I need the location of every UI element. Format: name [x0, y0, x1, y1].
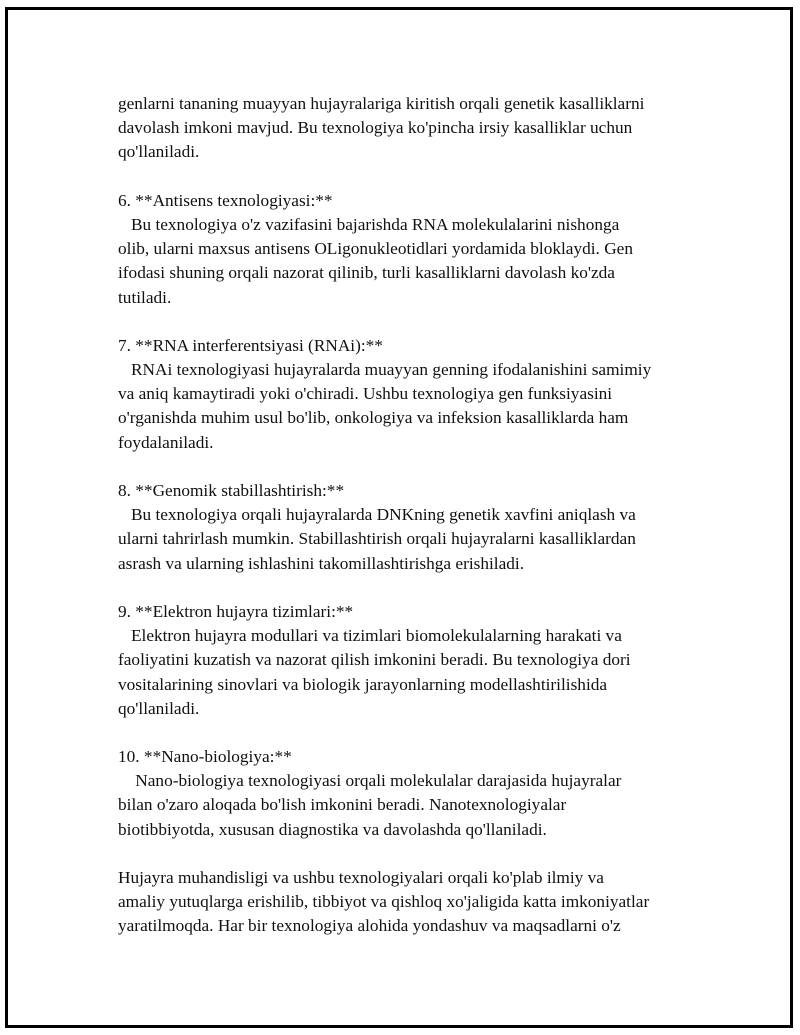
text-line: o'rganishda muhim usul bo'lib, onkologiya va infeksion kasalliklarda ham — [118, 408, 629, 428]
section-heading: 7. **RNA interferentsiyasi (RNAi):** — [118, 335, 383, 355]
text-line: ifodasi shuning orqali nazorat qilinib, turli kasalliklarni davolash ko'zda — [118, 263, 615, 283]
paragraph-gap — [118, 842, 718, 866]
section-rna-interferentsiyasi — [118, 334, 718, 455]
text-line: va aniq kamaytiradi yoki o'chiradi. Ushbu texnologiya gen funksiyasini — [118, 384, 613, 404]
text-line: genlarni tananing muayyan hujayralariga kiritish orqali genetik kasalliklarni — [118, 94, 645, 113]
text-line: tutiladi. — [118, 287, 172, 307]
paragraph-gap — [118, 721, 718, 745]
text-line: olib, ularni maxsus antisens OLigonukleotidlari yordamida bloklaydi. Gen — [118, 239, 633, 259]
text-line: foydalaniladi. — [118, 432, 214, 452]
text-line: RNAi texnologiyasi hujayralarda muayyan genning ifodalanishini samimiy — [118, 360, 652, 380]
text-line: amaliy yutuqlarga erishilib, tibbiyot va qishloq xo'jaligida katta imkoniyatlar — [118, 892, 650, 912]
text-line: qo'llaniladi. — [118, 698, 200, 718]
section-elektron-hujayra — [118, 600, 718, 721]
section-heading: 10. **Nano-biologiya:** — [118, 747, 292, 767]
text-line: davolash imkoni mavjud. Bu texnologiya ko'pincha irsiy kasalliklar uchun — [118, 118, 633, 138]
text-line: Hujayra muhandisligi va ushbu texnologiyalari orqali ko'plab ilmiy va — [118, 868, 604, 887]
paragraph-gap — [118, 310, 718, 334]
text-line: bilan o'zaro aloqada bo'lish imkonini beradi. Nanotexnologiyalar — [118, 795, 567, 815]
paragraph-gap — [118, 576, 718, 600]
section-heading: 6. **Antisens texnologiyasi:** — [118, 190, 333, 210]
text-line: qo'llaniladi. — [118, 142, 200, 162]
section-genomik-stabillashtirish — [118, 479, 718, 576]
text-line: asrash va ularning ishlashini takomillashtirishga erishiladi. — [118, 553, 525, 573]
text-line: Nano-biologiya texnologiyasi orqali molekulalar darajasida hujayralar — [118, 771, 622, 791]
paragraph-intro-continuation — [118, 92, 718, 165]
section-heading: 8. **Genomik stabillashtirish:** — [118, 481, 345, 500]
text-line: vositalarining sinovlari va biologik jarayonlarning modellashtirilishida — [118, 674, 608, 694]
text-line: Bu texnologiya orqali hujayralarda DNKning genetik xavfini aniqlash va — [118, 505, 636, 525]
paragraph-gap — [118, 455, 718, 479]
text-line: yaratilmoqda. Har bir texnologiya alohida yondashuv va maqsadlarni o'z — [118, 916, 621, 936]
text-line: Bu texnologiya o'z vazifasini bajarishda RNA molekulalarini nishonga — [118, 214, 620, 234]
paragraph-gap — [118, 165, 718, 189]
text-line: biotibbiyotda, xususan diagnostika va davolashda qo'llaniladi. — [118, 819, 547, 839]
section-nano-biologiya — [118, 745, 718, 842]
text-line: faoliyatini kuzatish va nazorat qilish imkonini beradi. Bu texnologiya dori — [118, 650, 631, 670]
text-line: Elektron hujayra modullari va tizimlari biomolekulalarning harakati va — [118, 626, 622, 646]
paragraph-conclusion — [118, 866, 718, 939]
document-body — [118, 92, 718, 939]
section-heading: 9. **Elektron hujayra tizimlari:** — [118, 601, 354, 621]
text-line: ularni tahrirlash mumkin. Stabillashtirish orqali hujayralarni kasalliklardan — [118, 529, 636, 549]
section-antisens — [118, 189, 718, 310]
